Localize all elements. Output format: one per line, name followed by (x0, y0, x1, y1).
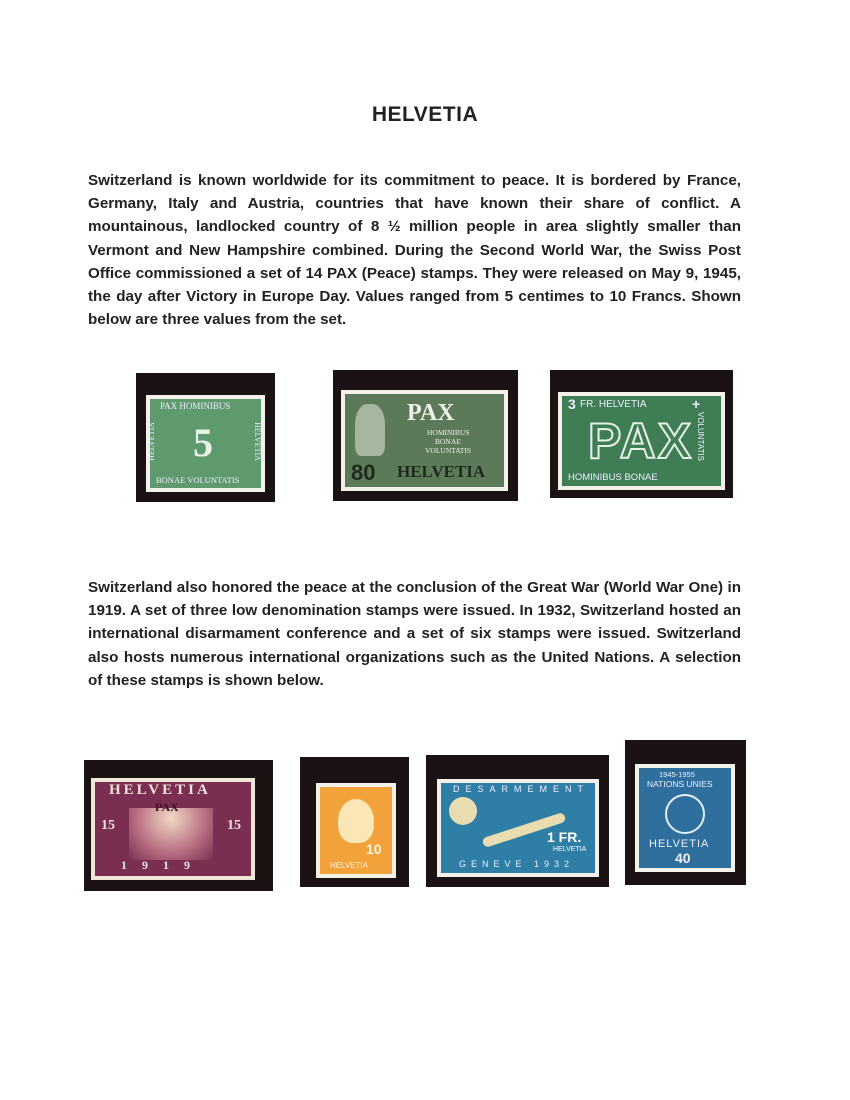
stamp-right-text: VOLUNTATIS (696, 411, 706, 462)
stamp-pax-3fr (558, 392, 725, 490)
stamp-value: 80 (351, 460, 376, 485)
stamp-top-text: PAX HOMINIBUS (160, 401, 231, 411)
stamp-mount-disarmament (426, 755, 609, 887)
stamp-mount-pax-5 (136, 373, 275, 502)
stamp-years: 1945-1955 (659, 770, 695, 779)
stamp-country: HELVETIA (649, 838, 710, 850)
stamp-org: NATIONS UNIES (647, 779, 713, 789)
stamp-title: PAX (588, 413, 694, 469)
stamp-value: 1 FR. (547, 829, 582, 845)
stamp-bottom-text: BONAE VOLUNTATIS (156, 475, 240, 485)
stamp-year: 1 9 1 9 (121, 858, 196, 872)
stamp-dove-10 (316, 783, 396, 878)
stamp-mount-pax-3fr (550, 370, 733, 498)
stamp-pax-1919 (91, 778, 255, 880)
stamp-mount-1919 (84, 760, 273, 891)
stamp-title: PAX (407, 400, 455, 426)
stamp-top-text: DESARMEMENT (453, 784, 590, 794)
stamp-value: 10 (366, 841, 382, 857)
stamp-mount-pax-80 (333, 370, 518, 501)
stamp-value: 40 (675, 850, 691, 866)
stamp-country: HELVETIA (553, 846, 587, 853)
stamp-country: HELVETIA (397, 462, 486, 481)
stamp-pax-5c (146, 395, 265, 492)
stamp-line1: HOMINIBUS (427, 428, 470, 437)
intro-paragraph: Switzerland is known worldwide for its commitment to peace. It is bordered by France, Germany, Italy and Austria, countries that have known their share of conflict. A mountainous, landlocked country of 8 ½ million people in area slightly smaller than Vermont and New Hampshire combined. During the Second World War, the Swiss Post Office commissioned a set of 14 PAX (Peace) stamps. They were released on May 9, 1945, the day after Victory in Europe Day. Values ranged from 5 centimes to 10 Francs. Shown below are three values from the set. (88, 172, 741, 329)
page-title: HELVETIA (371, 103, 479, 126)
stamp-value-right: 15 (227, 818, 241, 833)
stamp-line2: BONAE (435, 437, 461, 446)
stamp-header: FR. HELVETIA (580, 399, 647, 410)
swiss-cross-icon: + (692, 396, 701, 412)
stamp-line3: VOLUNTATIS (425, 446, 472, 455)
stamp-pax-80c (341, 390, 508, 491)
stamp-left-text: HELVETIA (146, 422, 156, 461)
stamp-country: HELVETIA (109, 782, 211, 798)
stamp-bottom-text: GENEVE 1932 (459, 859, 575, 869)
stamp-value-left: 15 (101, 818, 115, 833)
stamp-value: 5 (193, 420, 213, 465)
stamp-title: PAX (155, 800, 179, 814)
stamp-right-text: HELVETIA (252, 422, 262, 461)
stamp-mount-dove (300, 757, 409, 887)
stamp-disarmament-1fr (437, 779, 599, 877)
stamp-country: HELVETIA (330, 861, 369, 870)
stamp-bottom-text: HOMINIBUS BONAE (568, 472, 658, 483)
stamp-value: 3 (568, 396, 576, 412)
second-paragraph: Switzerland also honored the peace at the conclusion of the Great War (World War One) in 1919. A set of three low denomination stamps were issued. In 1932, Switzerland hosted an international disarmament conference and a set of six stamps were issued. Switzerland also hosts numerous international organizations such as the United Nations. A selection of these stamps is shown below. (88, 579, 741, 689)
un-emblem-icon (665, 794, 705, 834)
stamp-mount-un (625, 740, 746, 885)
stamp-un-40 (635, 764, 735, 872)
